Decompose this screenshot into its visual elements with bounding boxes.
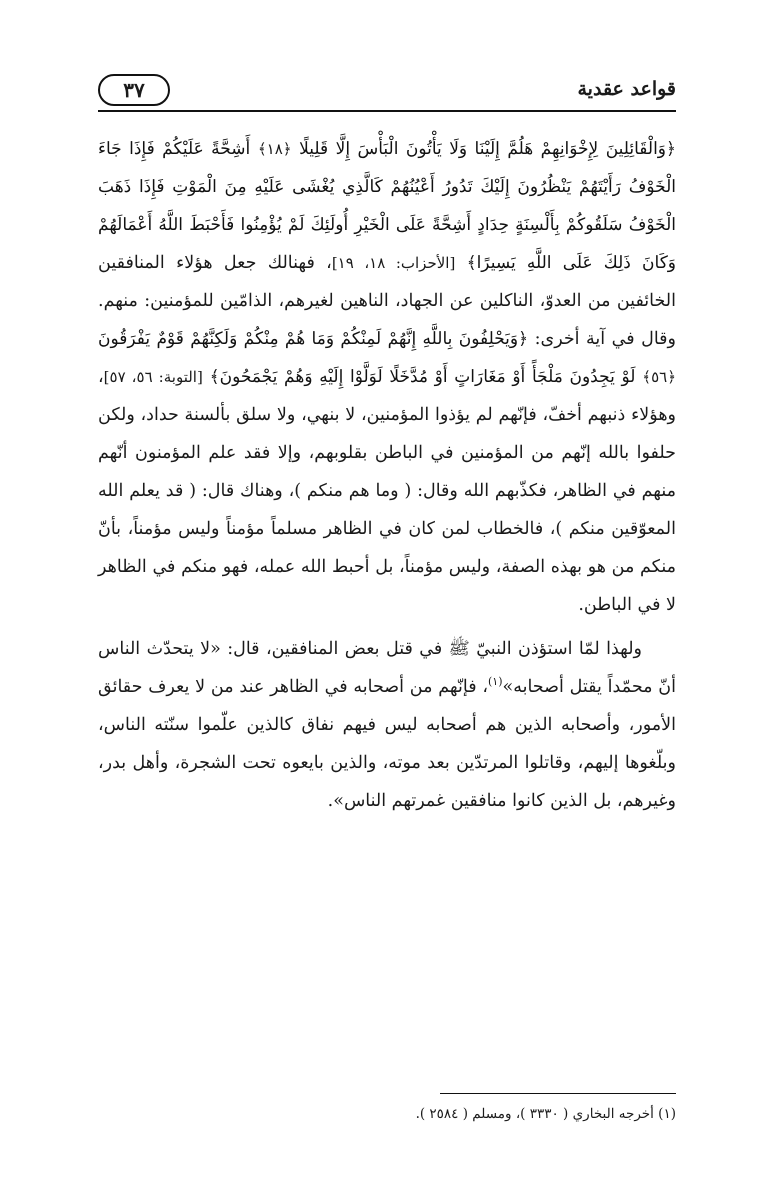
body-text: ، فهنالك جعل هؤلاء المنافقين الخائفين من العدوّ، الناكلين عن الجهاد، الناهين لغيرهم، الذامّين للمؤمنين: منهم. وقال في آية أخرى: (98, 253, 676, 349)
running-title: قواعد عقدية (577, 78, 676, 100)
main-text (98, 130, 676, 820)
ayah-number: ﴿٥٦﴾ (642, 368, 676, 386)
verse-reference: [التوبة: ٥٦، ٥٧] (103, 368, 203, 386)
footnote: (١) أخرجه البخاري ( ٣٣٣٠ )، ومسلم ( ٢٥٨٤ ). (415, 1106, 676, 1122)
body-text: ، وهؤلاء ذنبهم أخفّ، فإنّهم لم يؤذوا المؤمنين، لا بنهي، ولا سلق بألسنة حداد، ولكن حلفوا بالله إنّهم من المؤمنين في الباطن بقلوبهم، وإلا فقد علم المؤمنون أنّهم منهم في الظاهر، فكذّبهم الله وقال: ( وما هم منكم )، وهناك قال: ( قد يعلم الله المعوّقين منكم )، فالخطاب لمن كان في الظاهر مسلماً مؤمناً وليس مؤمناً، بأنّ منكم من هو بهذه الصفة، وليس مؤمناً، بل أحبط الله عمله، فهو منكم في الظاهر لا في الباطن. (98, 367, 676, 615)
page-number: ٣٧ (98, 74, 170, 106)
quran-verse: لَوْ يَجِدُونَ مَلْجَأً أَوْ مَغَارَاتٍ أَوْ مُدَّخَلًا لَوَلَّوْا إِلَيْهِ وَهُمْ يَجْمَحُونَ﴾ (209, 367, 636, 387)
quran-verse: ﴿وَيَحْلِفُونَ بِاللَّهِ إِنَّهُمْ لَمِنْكُمْ وَمَا هُمْ مِنْكُمْ وَلَكِنَّهُمْ قَوْمٌ يَفْرَقُونَ (98, 329, 529, 349)
paragraph-1 (98, 130, 676, 624)
body-text: ولهذا لمّا استؤذن النبيّ ﷺ في قتل بعض المنافقين، قال: «لا يتحدّث الناس أنّ محمّداً يقتل أصحابه» (98, 639, 676, 697)
footnote-rule (440, 1093, 676, 1094)
page-header (98, 70, 676, 110)
header-rule (98, 110, 676, 112)
paragraph-2 (98, 630, 676, 820)
ayah-number: ﴿١٨﴾ (257, 140, 292, 158)
quran-verse: أَشِحَّةً عَلَيْكُمْ فَإِذَا جَاءَ الْخَوْفُ رَأَيْتَهُمْ يَنْظُرُونَ إِلَيْكَ تَدُورُ أَعْيُنُهُمْ كَالَّذِي يُغْشَى عَلَيْهِ مِنَ الْمَوْتِ فَإِذَا ذَهَبَ الْخَوْفُ سَلَقُوكُمْ بِأَلْسِنَةٍ حِدَادٍ أَشِحَّةً عَلَى الْخَيْرِ أُولَئِكَ لَمْ يُؤْمِنُوا فَأَحْبَطَ اللَّهُ أَعْمَالَهُمْ وَكَانَ ذَلِكَ عَلَى اللَّهِ يَسِيرًا﴾ (98, 139, 677, 273)
quran-verse: ﴿وَالْقَائِلِينَ لِإِخْوَانِهِمْ هَلُمَّ إِلَيْنَا وَلَا يَأْتُونَ الْبَأْسَ إِلَّا قَلِيلًا (299, 139, 676, 159)
verse-reference: [الأحزاب: ١٨، ١٩] (331, 254, 456, 272)
body-text: ، فإنّهم من أصحابه في الظاهر عند من لا يعرف حقائق الأمور، وأصحابه الذين هم أصحابه ليس فيهم نفاق كالذين علّموا سنّته الناس، وبلّغوها إليهم، وقاتلوا المرتدّين بعد موته، والذين بايعوه تحت الشجرة، وأهل بدر، وغيرهم، بل الذين كانوا منافقين غمرتهم الناس». (98, 677, 676, 811)
footnote-marker: (١) (488, 675, 503, 689)
